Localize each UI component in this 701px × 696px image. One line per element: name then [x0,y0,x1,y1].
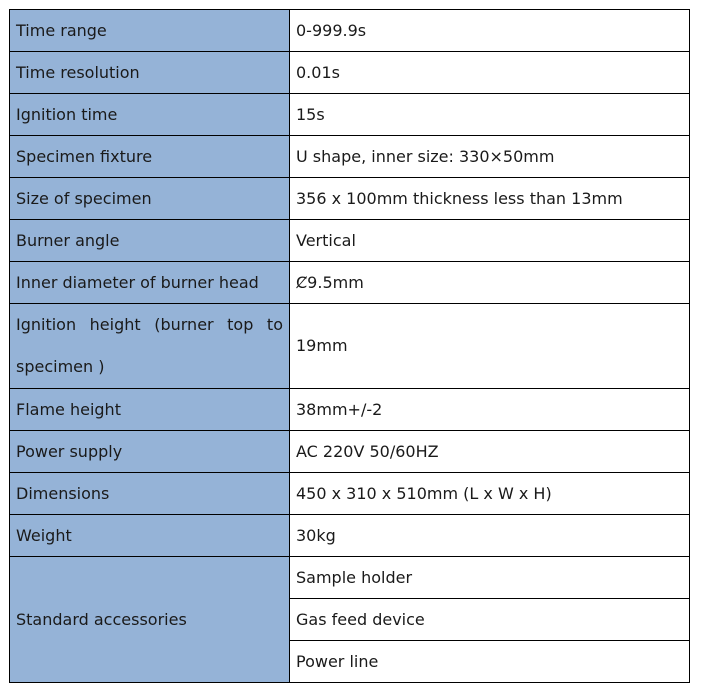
row-value: AC 220V 50/60HZ [290,431,690,473]
row-value: 0.01s [290,52,690,94]
table-row [10,389,690,431]
table-row [10,220,690,262]
row-label: Ignition height (burner top to specimen ) [10,304,290,389]
table-row [10,136,690,178]
table-row [10,515,690,557]
row-value: 356 x 100mm thickness less than 13mm [290,178,690,220]
spec-table [9,9,690,683]
row-value: 0-999.9s [290,10,690,52]
row-label: Flame height [10,389,290,431]
row-label: Dimensions [10,473,290,515]
table-row [10,473,690,515]
row-label: Ignition time [10,94,290,136]
row-value: 450 x 310 x 510mm (L x W x H) [290,473,690,515]
table-row [10,431,690,473]
row-label: Burner angle [10,220,290,262]
table-row [10,10,690,52]
row-label: Weight [10,515,290,557]
table-row [10,262,690,304]
accessories-label: Standard accessories [10,557,290,683]
table-row [10,52,690,94]
table-row [10,178,690,220]
accessory-item: Gas feed device [290,599,690,641]
row-label: Time range [10,10,290,52]
row-value: 38mm+/-2 [290,389,690,431]
row-label: Inner diameter of burner head [10,262,290,304]
row-label: Power supply [10,431,290,473]
row-value: 15s [290,94,690,136]
row-label: Time resolution [10,52,290,94]
accessory-item: Sample holder [290,557,690,599]
accessory-item: Power line [290,641,690,683]
row-label: Size of specimen [10,178,290,220]
table-row [10,557,690,599]
row-value: 30kg [290,515,690,557]
row-label: Specimen fixture [10,136,290,178]
row-value: U shape, inner size: 330×50mm [290,136,690,178]
row-value: 19mm [290,304,690,389]
row-value: Ȼ9.5mm [290,262,690,304]
table-row [10,304,690,389]
table-row [10,94,690,136]
row-value: Vertical [290,220,690,262]
